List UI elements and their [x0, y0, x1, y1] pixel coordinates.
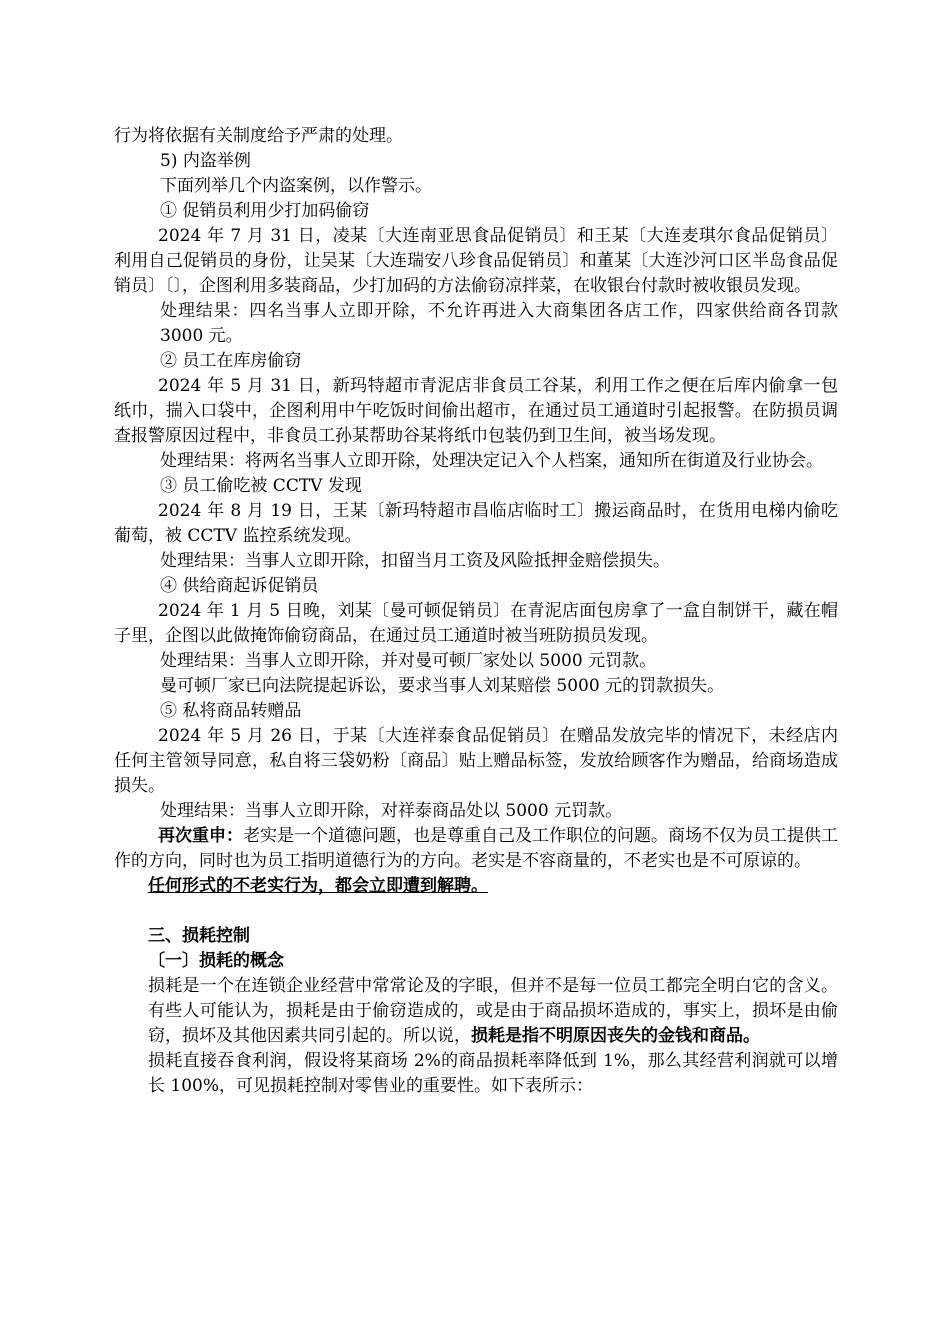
case-result-note: 曼可顿厂家已向法院提起诉讼，要求当事人刘某赔偿 5000 元的罚款损失。 — [160, 676, 725, 696]
case-paragraph: 2024 年 1 月 5 日晚，刘某〔曼可顿促销员〕在青泥店面包房拿了一盒自制饼干，藏在帽子里，企图以此做掩饰偷窃商品，在通过员工通道时被当班防损员发现。 — [114, 601, 838, 646]
loss-impact-paragraph: 损耗直接吞食利润，假设将某商场 2%的商品损耗率降低到 1%，那么其经营利润就可以增长 100%，可见损耗控制对零售业的重要性。如下表所示： — [148, 1051, 838, 1096]
case-paragraph: 2024 年 5 月 31 日，新玛特超市青泥店非食员工谷某，利用工作之便在后库内偷拿一包纸巾，揣入口袋中，企图利用中午吃饭时间偷出超市，在通过员工通道时引起报警。在防损员调查报警原因过程中，非食员工孙某帮助谷某将纸巾包装仍到卫生间，被当场发现。 — [114, 376, 838, 446]
case-paragraph: 2024 年 5 月 26 日，于某〔大连祥泰食品促销员〕在赠品发放完毕的情况下，未经店内任何主管领导同意，私自将三袋奶粉〔商品〕贴上赠品标签，发放给顾客作为赠品，给商场造成损失。 — [114, 726, 838, 796]
case-paragraph: 2024 年 8 月 19 日，王某〔新玛特超市昌临店临时工〕搬运商品时，在货用电梯内偷吃葡萄，被 CCTV 监控系统发现。 — [114, 501, 838, 546]
paragraph: 下面列举几个内盗案例，以作警示。 — [160, 176, 432, 196]
warning-statement: 任何形式的不老实行为，都会立即遭到解聘。 — [148, 876, 488, 896]
case-result: 处理结果：四名当事人立即开除，不允许再进入大商集团各店工作，四家供给商各罚款 3000 元。 — [160, 301, 838, 346]
subsection-heading-loss-concept: 〔一〕损耗的概念 — [148, 951, 284, 971]
case-result: 处理结果：将两名当事人立即开除，处理决定记入个人档案，通知所在街道及行业协会。 — [160, 451, 823, 471]
reiteration-label: 再次重申： — [158, 826, 243, 846]
case-heading-5: ⑤ 私将商品转赠品 — [160, 701, 302, 721]
case-paragraph: 2024 年 7 月 31 日，凌某〔大连南亚思食品促销员〕和王某〔大连麦琪尔食品促销员〕利用自己促销员的身份，让吴某〔大连瑞安八珍食品促销员〕和董某〔大连沙河口区半岛食品促销员〕〔〕，企图利用多装商品，少打加码的方法偷窃凉拌菜，在收银台付款时被收银员发现。 — [114, 226, 838, 296]
case-result: 处理结果：当事人立即开除，对祥泰商品处以 5000 元罚款。 — [160, 801, 623, 821]
section-heading-loss-control: 三、损耗控制 — [148, 926, 250, 946]
document-body — [114, 124, 838, 1099]
section-heading-theft-examples: 5) 内盗举例 — [160, 151, 251, 171]
loss-definition-text: 损耗是一个在连锁企业经营中常常论及的字眼，但并不是每一位员工都完全明白它的含义。有些人可能认为，损耗是由于偷窃造成的，或是由于商品损坏造成的，事实上，损坏是由偷窃，损坏及其他因素共同引起的。所以说， — [148, 976, 838, 1046]
loss-definition-paragraph — [114, 974, 838, 1049]
case-result: 处理结果：当事人立即开除，并对曼可顿厂家处以 5000 元罚款。 — [160, 651, 657, 671]
paragraph: 行为将依据有关制度给予严肃的处理。 — [114, 126, 403, 146]
reiteration-paragraph — [114, 824, 838, 874]
spacer — [114, 899, 838, 924]
case-heading-2: ② 员工在库房偷窃 — [160, 351, 302, 371]
case-result: 处理结果：当事人立即开除，扣留当月工资及风险抵押金赔偿损失。 — [160, 551, 670, 571]
case-heading-3: ③ 员工偷吃被 CCTV 发现 — [160, 476, 362, 496]
reiteration-text: 老实是一个道德问题，也是尊重自己及工作职位的问题。商场不仅为员工提供工作的方向，同时也为员工指明道德行为的方向。老实是不容商量的，不老实也是不可原谅的。 — [114, 826, 838, 871]
case-heading-1: ① 促销员利用少打加码偷窃 — [160, 201, 370, 221]
case-heading-4: ④ 供给商起诉促销员 — [160, 576, 319, 596]
loss-definition-bold: 损耗是指不明原因丧失的金钱和商品。 — [471, 1026, 760, 1046]
